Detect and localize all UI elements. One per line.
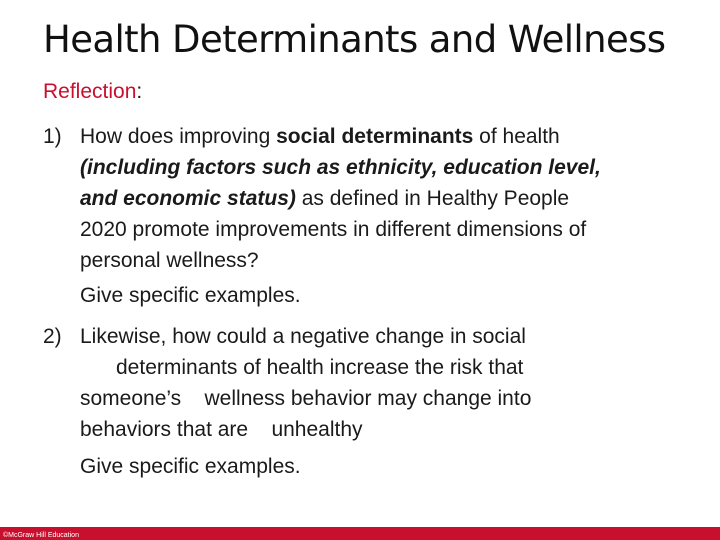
reflection-colon: : xyxy=(136,80,143,103)
question-1-line-3 xyxy=(80,183,569,214)
question-1-line-1-pre: How does improving xyxy=(80,125,277,148)
question-1-line-1-post: of health xyxy=(473,125,560,148)
copyright-footer: ©McGraw Hill Education xyxy=(3,532,79,539)
question-1-line-1-bold: social determinants xyxy=(276,125,474,148)
question-1-number: 1) xyxy=(43,125,62,148)
question-2-line-1: Likewise, how could a negative change in social xyxy=(80,325,526,348)
question-1-line-5: personal wellness? xyxy=(80,249,259,272)
question-2-line-4: behaviors that are unhealthy xyxy=(80,418,363,441)
question-1-line-3-post: as defined in Healthy People xyxy=(295,187,570,210)
question-1 xyxy=(43,121,683,281)
reflection-heading xyxy=(43,80,142,104)
question-2-line-2: determinants of health increase the risk that xyxy=(116,356,524,379)
question-1-line-1 xyxy=(80,121,560,152)
question-2-examples-text: Give specific examples. xyxy=(80,455,301,478)
question-2 xyxy=(43,321,683,445)
question-2-line-3: someone’s wellness behavior may change into xyxy=(80,387,532,410)
question-1-line-2 xyxy=(80,152,601,183)
question-1-line-2-text: (including factors such as ethnicity, education level, xyxy=(80,156,601,179)
question-1-line-3-bold-italic: and economic status) xyxy=(80,187,296,210)
reflection-label: Reflection xyxy=(43,80,137,103)
footer-bar xyxy=(0,527,720,540)
question-1-line-4: 2020 promote improvements in different dimensions of xyxy=(80,218,587,241)
question-1-examples-text: Give specific examples. xyxy=(80,284,301,307)
question-2-number: 2) xyxy=(43,325,62,348)
slide-title: Health Determinants and Wellness xyxy=(43,18,666,61)
